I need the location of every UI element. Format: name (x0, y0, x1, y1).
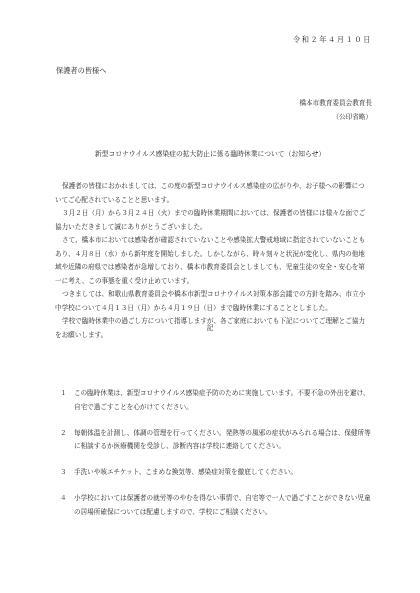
item-number: ４ (60, 494, 67, 502)
seal-omitted-note: （公印省略） (332, 113, 372, 121)
item-number: １ (60, 389, 67, 397)
item-text: 毎朝体温を計測し、体調の管理を行ってください。発熱等の風邪の症状がみられる場合は、保健所等に相談するか医療機関を受診し、診断内容は学校に連絡してください。 (74, 428, 371, 450)
body-text (55, 180, 367, 342)
item-text: 小学校においては保護者の就労等のやむを得ない事情で、自宅等で一人で過ごすことができない児童の居場所確保については配慮しますので、学校にご相談ください。 (74, 494, 371, 516)
body-paragraph: さて、橋本市においては感染者が確認されていないことや感染拡大警戒地域に指定されていないこともあり、４月８日（水）から新年度を開始しました。しかしながら、時々刻々と状況が変化し、県内の他地域や近隣の府県では感染者が急増しており、橋本市教育委員会としましても、児童生徒の安全・安心を第一に考え、この事態を重く受け止めています。 (55, 236, 366, 285)
list-item (60, 387, 372, 414)
addressee: 保護者の皆様へ (56, 66, 107, 75)
body-paragraph: ３月２日（月）から３月２４日（火）までの臨時休業期間においては、保護者の皆様には様々な面でご協力いただきまして誠にありがとうございました。 (55, 209, 366, 231)
item-list (60, 387, 372, 532)
ki-heading: 記 (206, 324, 214, 332)
body-paragraph: つきましては、和歌山県教育委員会や橋本市新型コロナウイルス対策本部会議での方針を踏み、市立小中学校について４月１３日（月）から４月１９日（日）まで臨時休業にすることとしました。 (55, 290, 366, 312)
list-item (60, 492, 372, 519)
body-paragraph: 学校で臨時休業中の過ごし方について指導しますが、各ご家庭においても下記についてご理解とご協力をお願いします。 (55, 317, 366, 339)
list-item (60, 466, 372, 480)
document-date: 令和２年４月１０日 (292, 35, 372, 44)
item-number: ３ (60, 468, 67, 476)
list-item (60, 427, 372, 454)
item-text: この臨時休業は、新型コロナウイルス感染症予防のために実施しています。不要不急の外出を避け、自宅で過ごすことを心がけてください。 (74, 389, 370, 411)
sender-block (299, 96, 372, 124)
document-title: 新型コロナウイルス感染症の拡大防止に係る臨時休業について（お知らせ） (94, 150, 326, 158)
body-paragraph: 保護者の皆様におかれましては、この度の新型コロナウイルス感染症の広がりや、お子様への影響についてご心配されていることと思います。 (55, 182, 365, 204)
item-number: ２ (60, 428, 67, 437)
sender-organization: 橋本市教育委員会教育長 (299, 99, 372, 107)
item-text: 手洗いや咳エチケット、こまめな換気等、感染症対策を徹底してください。 (74, 468, 297, 476)
